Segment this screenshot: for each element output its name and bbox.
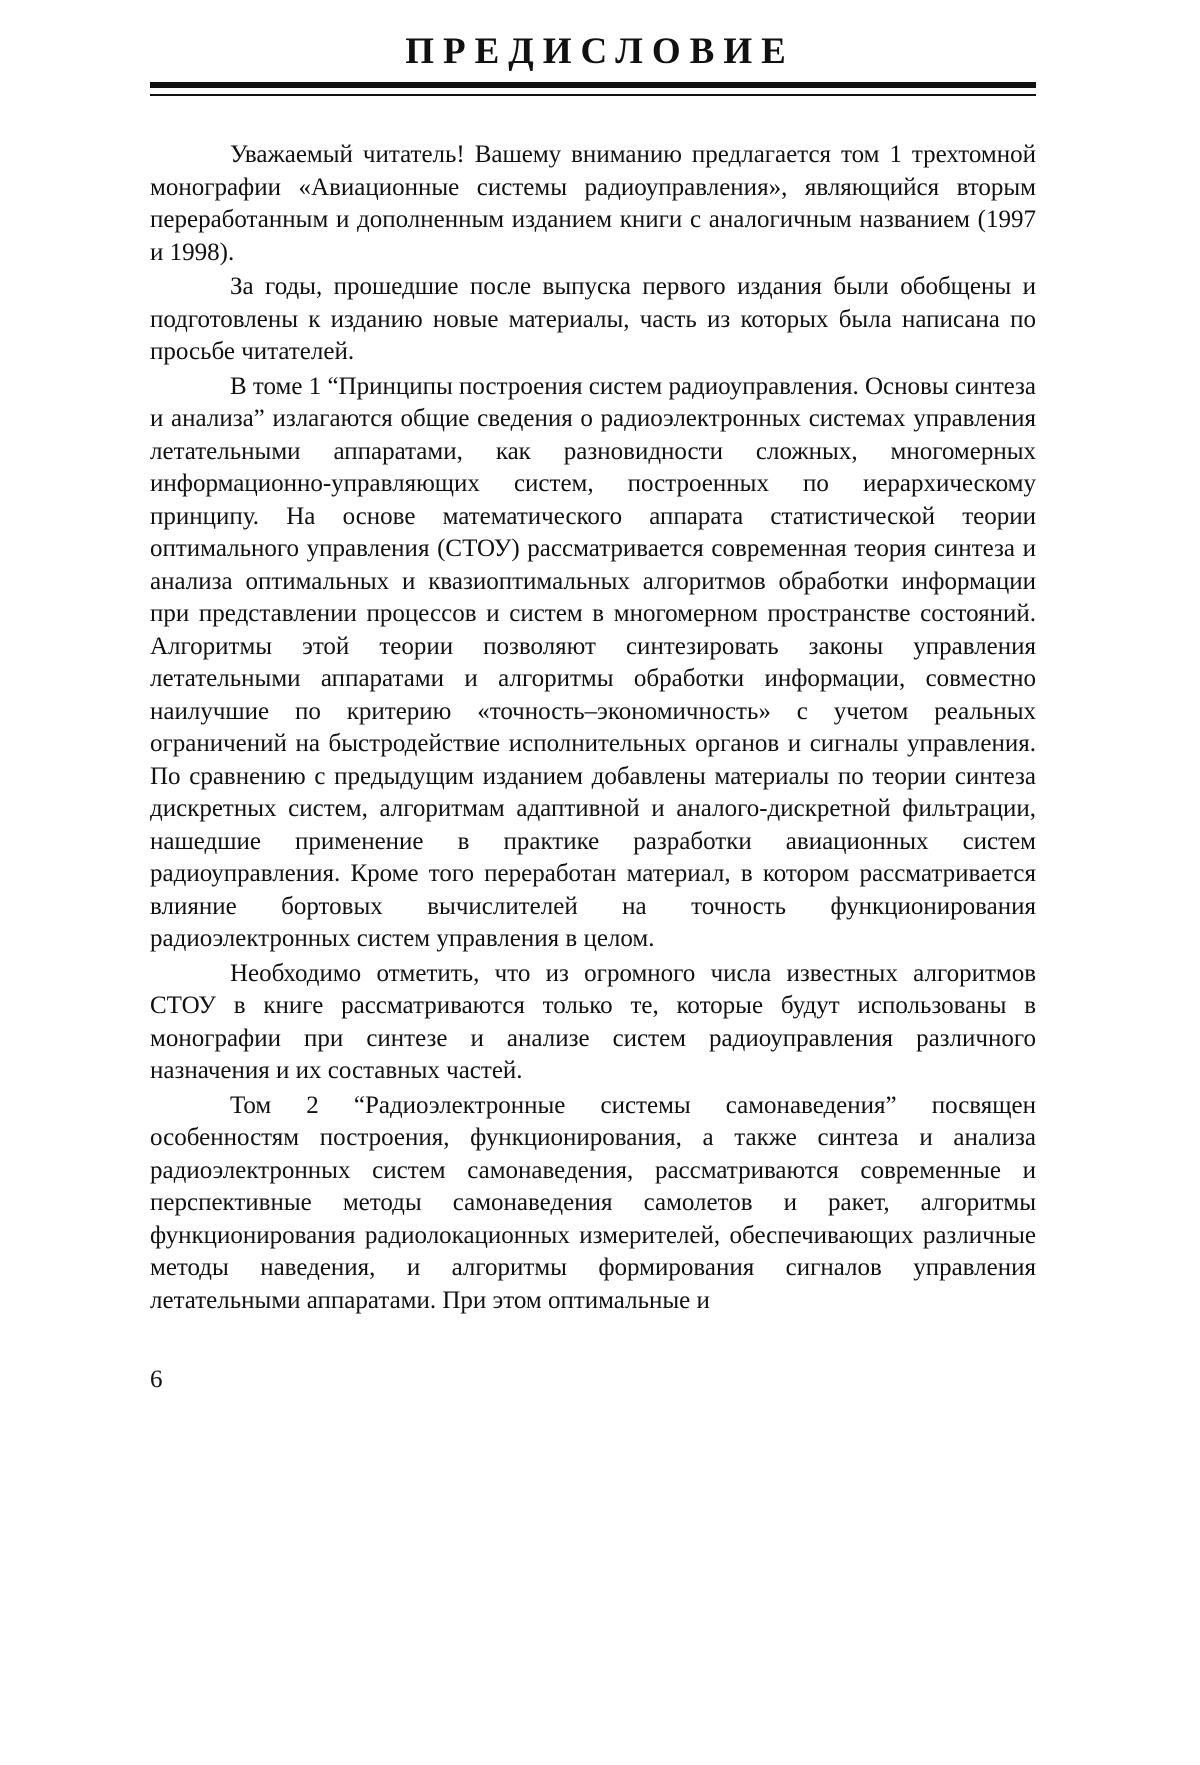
paragraph: Необходимо отметить, что из огромного числа известных алгоритмов СТОУ в книге рассматриваются только те, которые будут использованы в монографии при синтезе и анализе систем радиоуправления различного назначения и их составных частей.	[150, 959, 1036, 1084]
paragraph: В томе 1 “Принципы построения систем радиоуправления. Основы синтеза и анализа” излагаются общие сведения о радиоэлектронных системах управления летательными аппаратами, как разновидности сложных, многомерных информационно-управляющих систем, построенных по иерархическому принципу. На основе математического аппарата статистической теории оптимального управления (СТОУ) рассматривается современная теория синтеза и анализа оптимальных и квазиоптимальных алгоритмов обработки информации при представлении процессов и систем в многомерном пространстве состояний. Алгоритмы этой теории позволяют синтезировать законы управления летательными аппаратами и алгоритмы обработки информации, совместно наилучшие по критерию «точность–экономичность» с учетом реальных ограничений на быстродействие исполнительных органов и сигналы управления. По сравнению с предыдущим изданием добавлены материалы по теории синтеза дискретных систем, алгоритмам адаптивной и аналого-дискретной фильтрации, нашедшие применение в практике разработки авиационных систем радиоуправления. Кроме того переработан материал, в котором рассматривается влияние бортовых вычислителей на точность функционирования радиоэлектронных систем управления в целом.	[150, 372, 1037, 952]
body-text	[150, 139, 1036, 1319]
page-heading: ПРЕДИСЛОВИЕ	[405, 31, 795, 72]
page-number: 6	[150, 1366, 163, 1393]
paragraph: Том 2 “Радиоэлектронные системы самонаведения” посвящен особенностям построения, функционирования, а также синтеза и анализа радиоэлектронных систем самонаведения, рассматриваются современные и перспективные методы самонаведения самолетов и ракет, алгоритмы функционирования радиолокационных измерителей, обеспечивающих различные методы наведения, и алгоритмы формирования сигналов управления летательными аппаратами. При этом оптимальные и	[150, 1091, 1036, 1314]
paragraph: За годы, прошедшие после выпуска первого издания были обобщены и подготовлены к изданию новые материалы, часть из которых была написана по просьбе читателей.	[150, 273, 1036, 365]
paragraph: Уважаемый читатель! Вашему вниманию предлагается том 1 трехтомной монографии «Авиационные системы радиоуправления», являющийся вторым переработанным и дополненным изданием книги с аналогичным названием (1997 и 1998).	[150, 141, 1036, 266]
heading-rule-thick	[150, 82, 1036, 88]
heading-rule-thin	[150, 94, 1036, 96]
